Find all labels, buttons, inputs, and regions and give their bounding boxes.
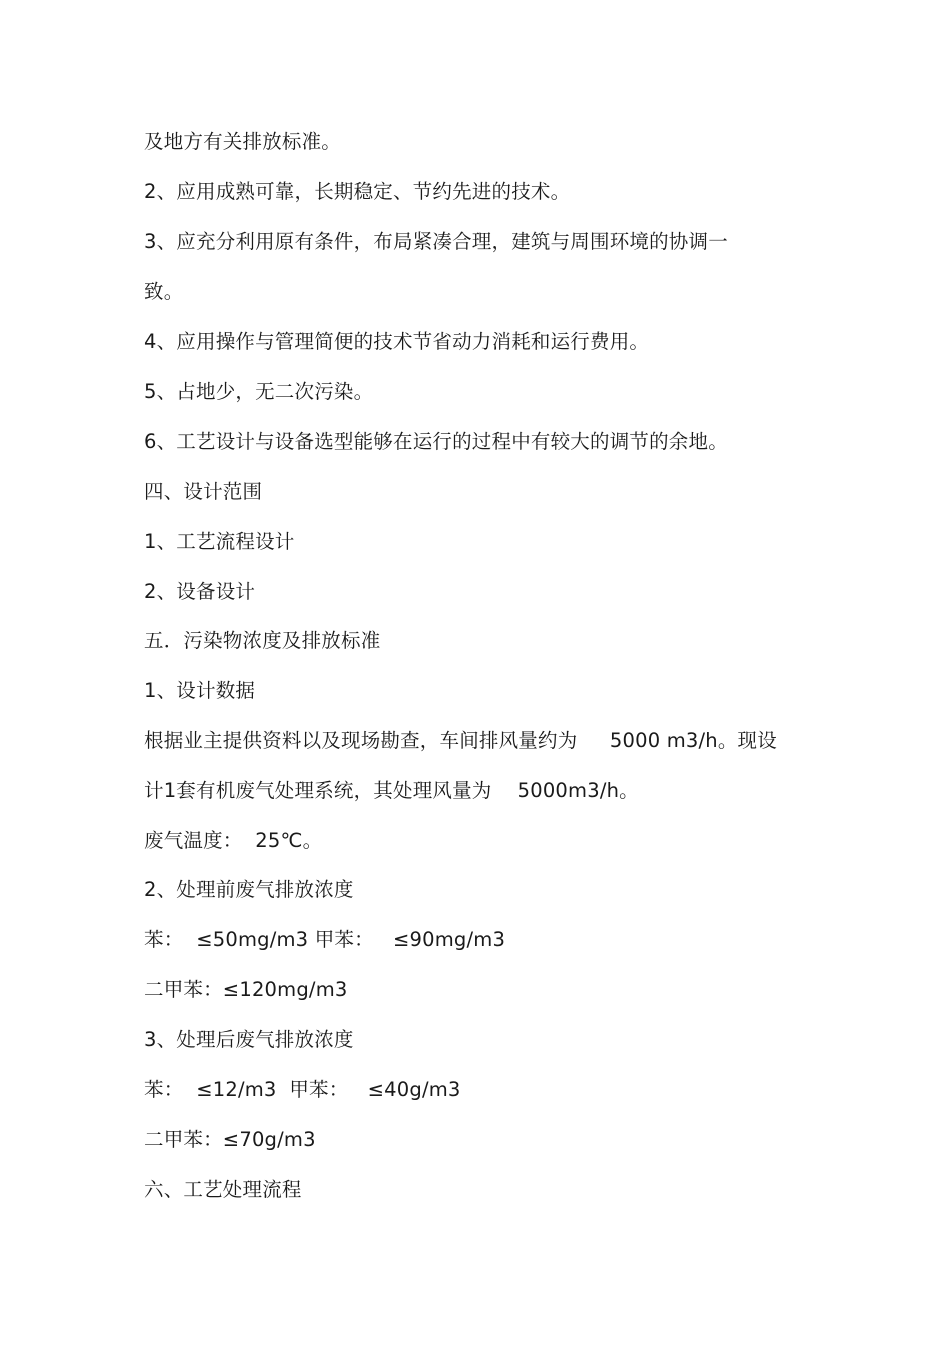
text-line: 废气温度： 25℃。 [144, 829, 323, 852]
section-heading: 五．污染物浓度及排放标准 [144, 629, 381, 652]
text-line: 及地方有关排放标准。 [144, 130, 342, 153]
text-line: 苯： ≤12/m3 甲苯： ≤40g/m3 [144, 1078, 461, 1101]
text-line: 2、应用成熟可靠，长期稳定、节约先进的技术。 [144, 180, 571, 203]
text-line: 二甲苯：≤70g/m3 [144, 1128, 316, 1151]
text-line: 2、设备设计 [144, 580, 256, 603]
section-heading: 六、工艺处理流程 [144, 1178, 302, 1201]
text-line: 1、工艺流程设计 [144, 530, 295, 553]
text-line: 3、处理后废气排放浓度 [144, 1028, 354, 1051]
text-line: 计1套有机废气处理系统，其处理风量为 5000m3/h。 [144, 779, 639, 802]
text-line: 3、应充分利用原有条件，布局紧凑合理，建筑与周围环境的协调一 [144, 230, 728, 253]
text-line: 致。 [144, 280, 184, 303]
text-line: 6、工艺设计与设备选型能够在运行的过程中有较大的调节的余地。 [144, 430, 728, 453]
text-line: 苯： ≤50mg/m3 甲苯： ≤90mg/m3 [144, 928, 506, 951]
text-line: 二甲苯：≤120mg/m3 [144, 978, 348, 1001]
text-line: 5、占地少，无二次污染。 [144, 380, 374, 403]
text-line: 1、设计数据 [144, 679, 256, 702]
text-line: 4、应用操作与管理简便的技术节省动力消耗和运行费用。 [144, 330, 650, 353]
text-line: 2、处理前废气排放浓度 [144, 878, 354, 901]
section-heading: 四、设计范围 [144, 480, 263, 503]
text-line: 根据业主提供资料以及现场勘查，车间排风量约为 5000 m3/h。现设 [144, 729, 777, 752]
